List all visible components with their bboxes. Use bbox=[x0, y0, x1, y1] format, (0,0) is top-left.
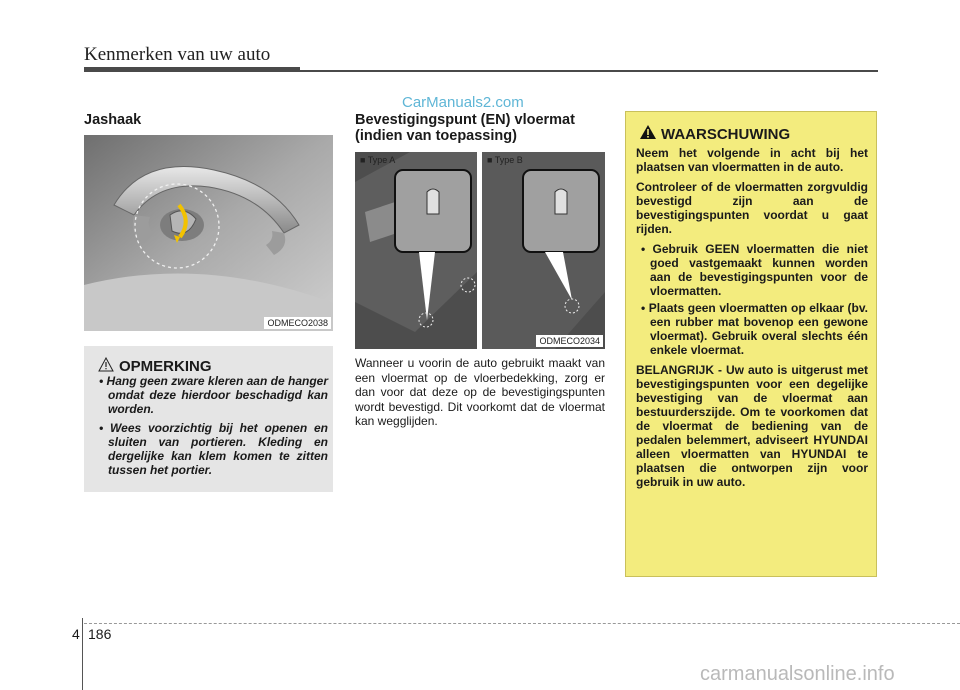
note-title: OPMERKING bbox=[119, 358, 212, 375]
watermark-link-bottom[interactable]: carmanualsonline.info bbox=[700, 663, 895, 685]
chapter-number: 4 bbox=[72, 626, 80, 642]
coat-hook-photo bbox=[84, 135, 333, 331]
header-rule bbox=[300, 70, 878, 72]
warning-list-item: • Gebruik GEEN vloermatten die niet goed vastgemaakt kunnen worden aan de bevestigingspunten voor de vloermatten. bbox=[641, 242, 868, 298]
caution-triangle-icon bbox=[98, 357, 114, 372]
image-code-left: ODMECO2038 bbox=[264, 317, 331, 329]
type-a-label: ■ Type A bbox=[360, 155, 396, 165]
warning-list bbox=[636, 242, 868, 357]
warning-title: WAARSCHUWING bbox=[661, 126, 791, 143]
coat-hook-illustration bbox=[84, 135, 333, 331]
warning-list-item: • Plaats geen vloermatten op elkaar (bv. een rubber mat bovenop een gewone vloermat). Gebruik overal slechts één enkele vloermat. bbox=[641, 301, 868, 357]
watermark-link-top[interactable]: CarManuals2.com bbox=[402, 94, 524, 111]
note-list bbox=[90, 374, 328, 482]
footer-rule bbox=[84, 623, 960, 624]
floor-mat-anchor-photo bbox=[355, 152, 605, 349]
warning-paragraph: Controleer of de vloermatten zorgvuldig bevestigd zijn aan de bevestigingspunten voordat u gaat rijden. bbox=[636, 180, 868, 236]
type-b-label: ■ Type B bbox=[487, 155, 523, 165]
section-heading-jashaak: Jashaak bbox=[84, 112, 142, 128]
floor-mat-body-text: Wanneer u voorin de auto gebruikt maakt van een vloermat op de vloerbedekking, zorg er dan voor dat deze op de bevestigingspunten wordt bevestigd. Dit voorkomt dat de vloermat kan wegglijden. bbox=[355, 356, 605, 428]
warning-body bbox=[636, 146, 868, 495]
header-bar bbox=[84, 67, 300, 72]
warning-paragraph: Neem het volgende in acht bij het plaatsen van vloermatten in de auto. bbox=[636, 146, 868, 174]
page-number: 186 bbox=[88, 626, 112, 642]
image-code-middle: ODMECO2034 bbox=[536, 335, 603, 347]
note-item: • Hang geen zware kleren aan de hanger omdat deze hierdoor beschadigd kan worden. bbox=[99, 374, 328, 416]
page-header-title: Kenmerken van uw auto bbox=[84, 44, 271, 65]
floor-mat-illustration bbox=[355, 152, 605, 349]
warning-paragraph: BELANGRIJK - Uw auto is uitgerust met bevestigingspunten voor een degelijke bevestiging van de vloermat aan bestuurderszijde. Om te voorkomen dat de vloermat de bediening van de pedalen belemmert, adviseert HYUNDAI alleen vloermatten van HYUNDAI te plaatsen die ontworpen zijn voor gebruik in uw auto. bbox=[636, 363, 868, 489]
section-heading-floor-mat: Bevestigingspunt (EN) vloermat (indien van toepassing) bbox=[355, 112, 575, 144]
warning-triangle-icon bbox=[639, 124, 657, 140]
note-item: • Wees voorzichtig bij het openen en sluiten van portieren. Kleding en dergelijke kan klem komen te zitten tussen het portier. bbox=[99, 421, 328, 477]
footer-divider bbox=[82, 618, 83, 690]
